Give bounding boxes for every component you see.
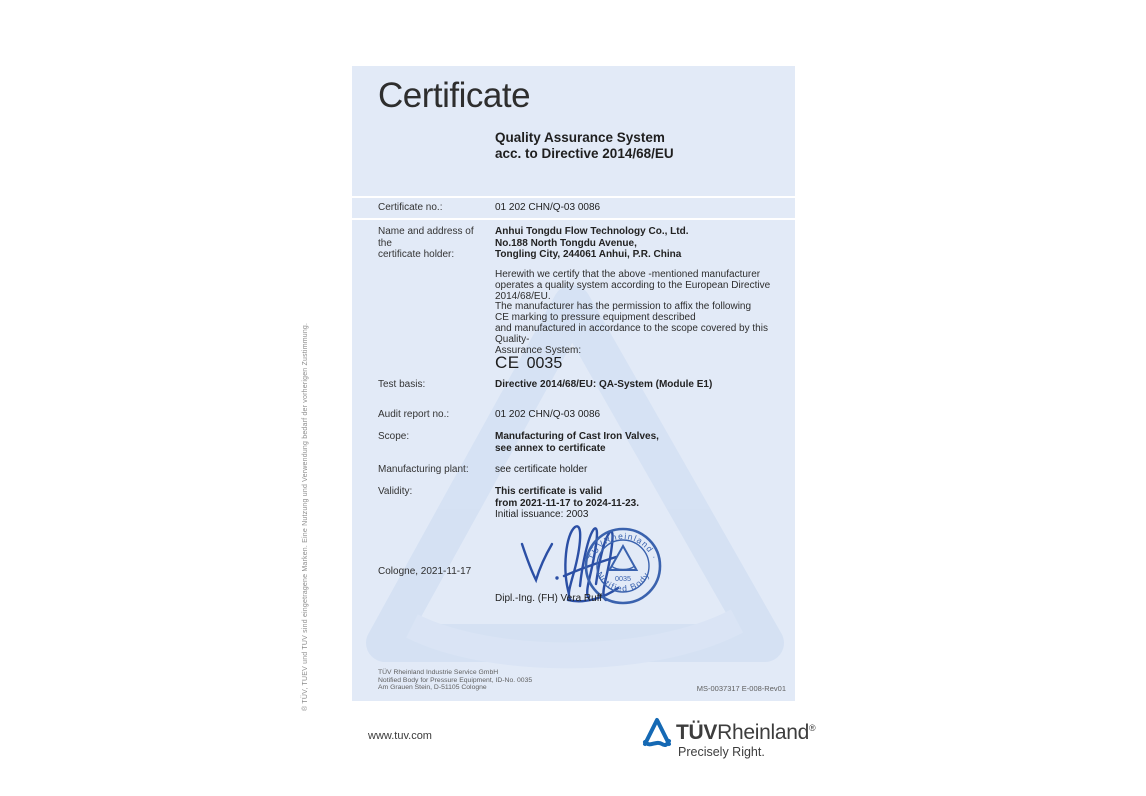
statement-line: operates a quality system according to the European Directive [495,279,771,291]
certificate-title: Certificate [378,76,531,115]
holder-name: Anhui Tongdu Flow Technology Co., Ltd. [495,226,689,237]
stamp-number: 0035 [615,574,631,583]
scope-line-1: Manufacturing of Cast Iron Valves, [495,431,659,442]
trademark-side-note: ® TÜV, TUEV und TUV sind eingetragene Marken. Eine Nutzung und Verwendung bedarf der vorherigen Zustimmung. [302,322,309,711]
ce-mark-number: 0035 [526,355,563,372]
scope-label: Scope: [378,431,410,442]
stamp-top-text: TÜVRheinland · [586,530,661,562]
certificate-no-value: 01 202 CHN/Q-03 0086 [495,202,601,213]
separator-line [352,218,795,220]
holder-label-line-1: Name and address of the [378,226,474,249]
scope-value [495,431,659,454]
subtitle-line-1: Quality Assurance System [495,130,665,145]
validity-line-3: Initial issuance: 2003 [495,509,589,520]
issuer-line-2: Notified Body for Pressure Equipment, ID-No. 0035 [378,676,533,684]
statement-line: and manufactured in accordance to the scope covered by this Quality- [495,322,768,345]
statement-line: 2014/68/EU. [495,290,551,302]
plant-value: see certificate holder [495,464,588,475]
ce-marking [495,353,562,373]
certificate-no-label: Certificate no.: [378,202,443,213]
place-and-date: Cologne, 2021-11-17 [378,566,472,577]
scope-line-2: see annex to certificate [495,442,606,454]
statement-line: The manufacturer has the permission to affix the following [495,301,752,313]
holder-address-line-1: No.188 North Tongdu Avenue, [495,237,637,249]
tuv-rheinland-logo-icon [640,715,674,751]
validity-label: Validity: [378,486,413,497]
website-url: www.tuv.com [368,730,432,742]
statement-line: Herewith we certify that the above -mentioned manufacturer [495,269,761,280]
audit-report-label: Audit report no.: [378,409,450,420]
holder-label [378,226,490,261]
registered-mark: ® [808,723,816,733]
holder-address-line-2: Tongling City, 244061 Anhui, P.R. China [495,249,682,260]
certificate-sheet [352,66,795,701]
issuer-line-1: TÜV Rheinland Industrie Service GmbH [378,669,499,676]
holder-label-line-2: certificate holder: [378,249,455,260]
subtitle-line-2: acc. to Directive 2014/68/EU [495,146,674,161]
statement-line: Assurance System: [495,344,582,356]
document-reference: MS-0037317 E-008-Rev01 [696,684,786,693]
stamp-bottom-text: Notified Body [594,570,652,594]
ce-mark-symbol: CE [495,353,520,372]
plant-label: Manufacturing plant: [378,464,469,475]
validity-line-2: from 2021-11-17 to 2024-11-23. [495,497,639,509]
signer-name: Dipl.-Ing. (FH) Vera Ruff [495,593,603,604]
brand-rheinland: Rheinland [717,721,809,744]
brand-tuv: TÜV [676,721,718,744]
issuer-line-3: Am Grauen Stein, D-51105 Cologne [378,684,487,692]
issuer-address-block [378,669,532,692]
test-basis-label: Test basis: [378,379,426,390]
certificate-subtitle [495,130,674,162]
separator-line [352,196,795,198]
audit-report-value: 01 202 CHN/Q-03 0086 [495,409,601,420]
holder-address [495,226,688,261]
statement-line: CE marking to pressure equipment described [495,312,696,324]
certification-statement [495,270,795,356]
test-basis-value: Directive 2014/68/EU: QA-System (Module E1) [495,379,713,390]
brand-tagline: Precisely Right. [678,745,765,759]
brand-wordmark [676,721,815,745]
validity-line-1: This certificate is valid [495,486,603,497]
